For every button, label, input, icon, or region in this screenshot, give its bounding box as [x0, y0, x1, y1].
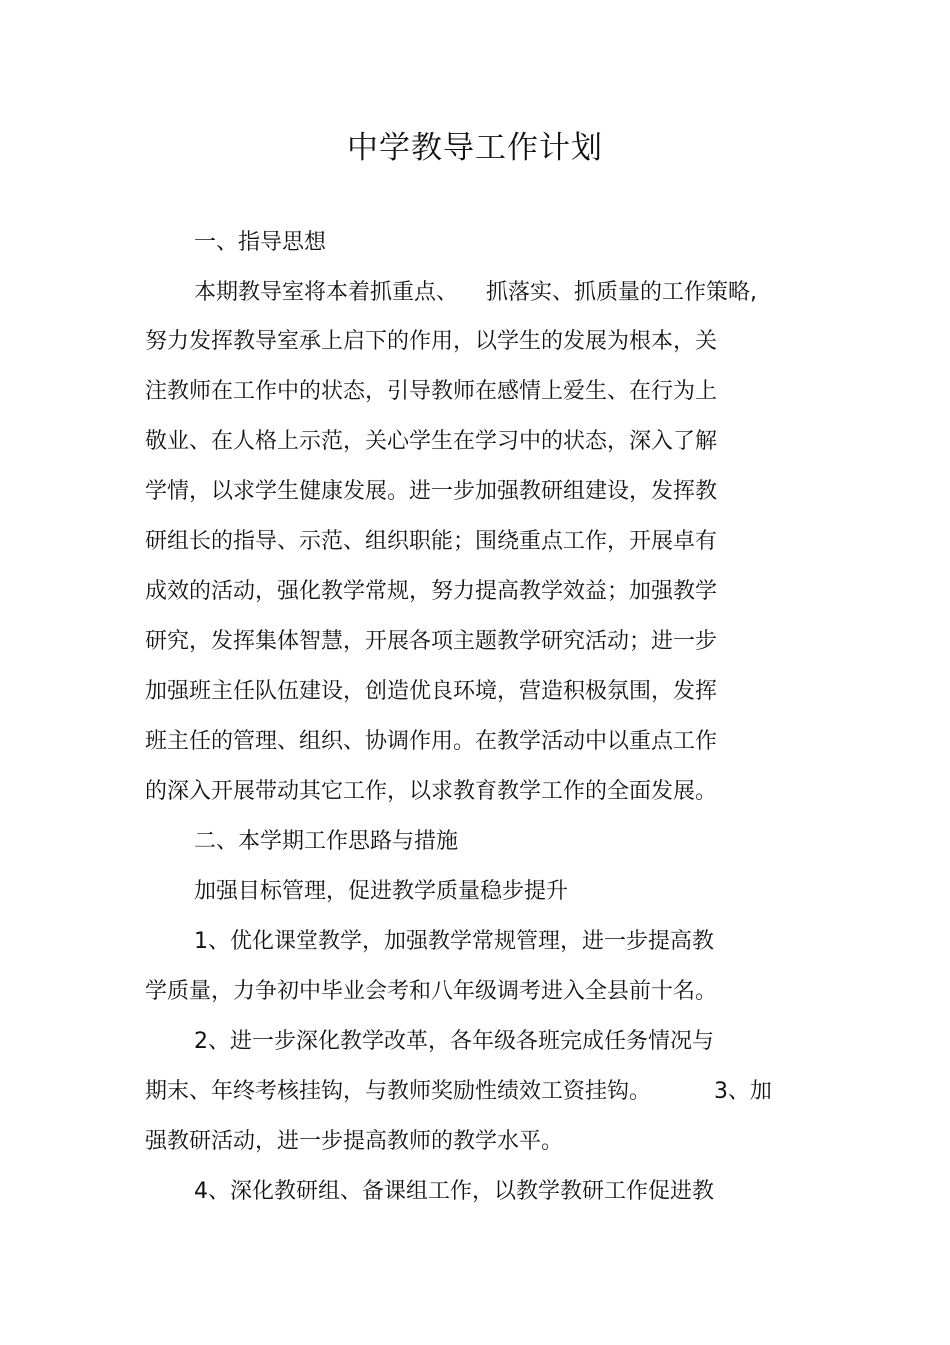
list-item-2: 2、进一步深化教学改革，各年级各班完成任务情况与 — [194, 1029, 714, 1054]
paragraph-line: 班主任的管理、组织、协调作用。在教学活动中以重点工作 — [145, 729, 718, 754]
paragraph-line: 本期教导室将本着抓重点、 抓落实、抓质量的工作策略, — [194, 280, 757, 305]
list-item-1: 1、优化课堂教学，加强教学常规管理，进一步提高教 — [194, 929, 714, 954]
list-item-4: 4、深化教研组、备课组工作，以教学教研工作促进教 — [194, 1179, 714, 1204]
paragraph-line: 学情，以求学生健康发展。进一步加强教研组建设，发挥教 — [145, 479, 718, 504]
paragraph-line: 努力发挥教导室承上启下的作用，以学生的发展为根本，关 — [145, 329, 718, 354]
paragraph-line: 成效的活动，强化教学常规，努力提高教学效益；加强教学 — [145, 579, 718, 604]
paragraph-line: 加强班主任队伍建设，创造优良环境，营造积极氛围，发挥 — [145, 679, 718, 704]
section-heading-guiding-ideology: 一、指导思想 — [194, 230, 327, 255]
paragraph-line: 的深入开展带动其它工作，以求教育教学工作的全面发展。 — [145, 779, 718, 804]
document-title: 中学教导工作计划 — [347, 130, 603, 166]
paragraph-line: 学质量，力争初中毕业会考和八年级调考进入全县前十名。 — [145, 979, 718, 1004]
paragraph-line: 研究，发挥集体智慧，开展各项主题教学研究活动；进一步 — [145, 629, 718, 654]
paragraph-line: 研组长的指导、示范、组织职能；围绕重点工作，开展卓有 — [145, 529, 718, 554]
section-heading-work-plan: 二、本学期工作思路与措施 — [194, 829, 459, 854]
paragraph-line: 期末、年终考核挂钩，与教师奖励性绩效工资挂钩。 3、加 — [145, 1079, 772, 1104]
paragraph-line: 敬业、在人格上示范，关心学生在学习中的状态，深入了解 — [145, 429, 718, 454]
paragraph-line: 注教师在工作中的状态，引导教师在感情上爱生、在行为上 — [145, 379, 718, 404]
paragraph-line: 强教研活动，进一步提高教师的教学水平。 — [145, 1129, 564, 1154]
subheading-target-management: 加强目标管理，促进教学质量稳步提升 — [194, 879, 569, 904]
